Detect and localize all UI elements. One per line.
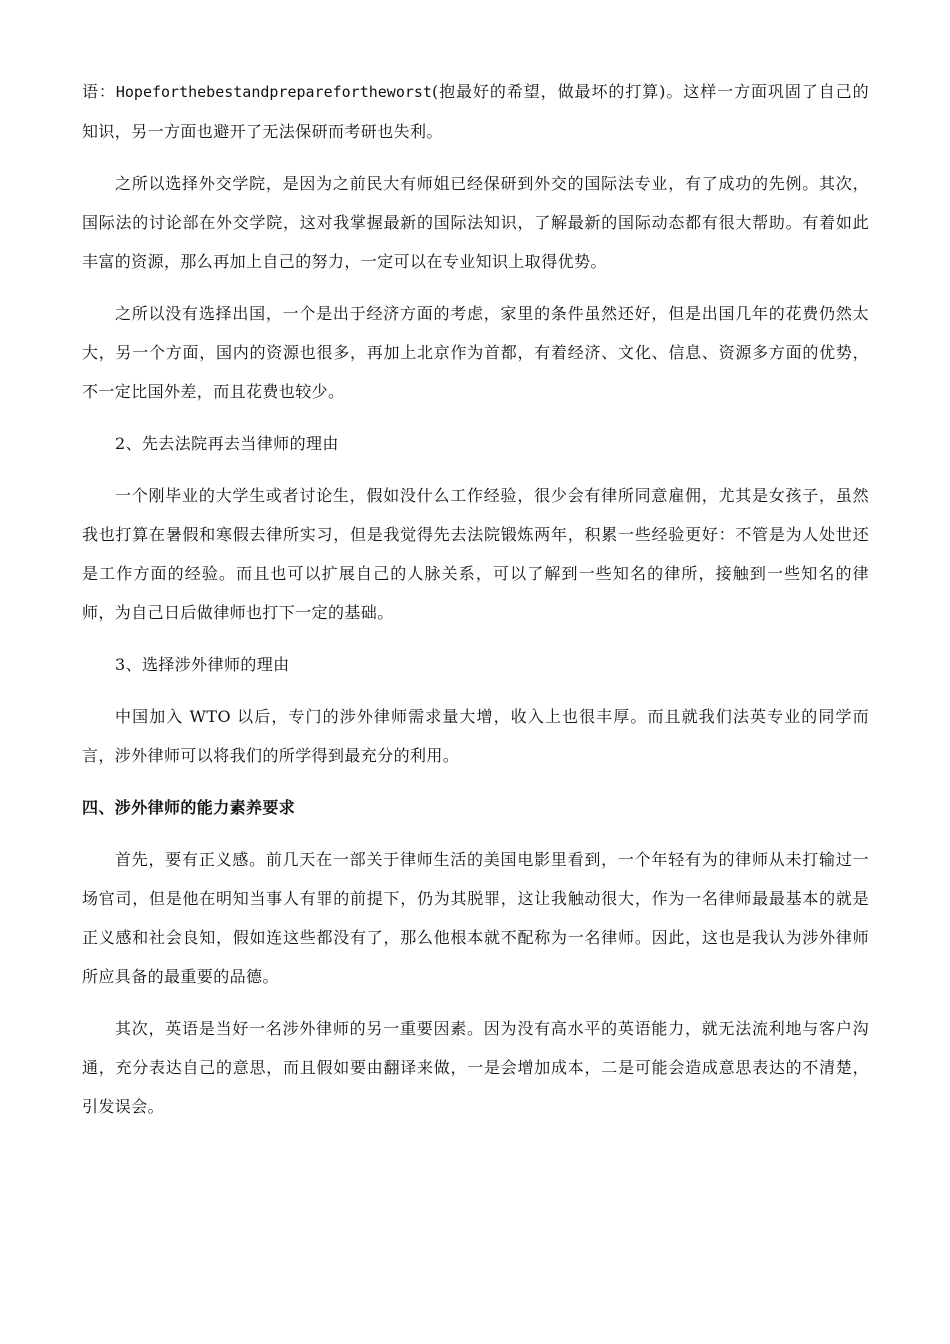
paragraph-motto: [82, 72, 869, 151]
paragraph-court-experience: 一个刚毕业的大学生或者讨论生，假如没什么工作经验，很少会有律所同意雇佣，尤其是女孩子，虽然我也打算在暑假和寒假去律所实习，但是我觉得先去法院锻炼两年，积累一些经验更好：不管是为人处世还是工作方面的经验。而且也可以扩展自己的人脉关系，可以了解到一些知名的律所，接触到一些知名的律师，为自己日后做律师也打下一定的基础。: [82, 486, 869, 622]
document-page: [82, 72, 869, 1139]
section-heading-4: 四、涉外律师的能力素养要求: [82, 798, 296, 817]
paragraph-wto: 中国加入 WTO 以后，专门的涉外律师需求量大增，收入上也很丰厚。而且就我们法英专业的同学而言，涉外律师可以将我们的所学得到最充分的利用。: [82, 707, 869, 765]
subheading-court-first: 2、先去法院再去当律师的理由: [115, 434, 339, 453]
motto-prefix: 语：: [82, 82, 116, 101]
paragraph-diplomatic-college: 之所以选择外交学院，是因为之前民大有师姐已经保研到外交的国际法专业，有了成功的先例。其次，国际法的讨论部在外交学院，这对我掌握最新的国际法知识，了解最新的国际动态都有很大帮助。有着如此丰富的资源，那么再加上自己的努力，一定可以在专业知识上取得优势。: [82, 174, 869, 271]
paragraph-not-abroad: 之所以没有选择出国，一个是出于经济方面的考虑，家里的条件虽然还好，但是出国几年的花费仍然太大，另一个方面，国内的资源也很多，再加上北京作为首都，有着经济、文化、信息、资源多方面的优势，不一定比国外差，而且花费也较少。: [82, 304, 869, 401]
subheading-foreign-lawyer: 3、选择涉外律师的理由: [115, 655, 290, 674]
motto-english: Hopeforthebestandpreparefortheworst: [115, 83, 432, 101]
paragraph-english: 其次，英语是当好一名涉外律师的另一重要因素。因为没有高水平的英语能力，就无法流利地与客户沟通，充分表达自己的意思，而且假如要由翻译来做，一是会增加成本，二是可能会造成意思表达的不清楚，引发误会。: [82, 1019, 869, 1116]
motto-suffix: (抱最好的希望，做最坏的打算)。这样一方面巩固了自己的知识，另一方面也避开了无法保研而考研也失利。: [82, 82, 869, 141]
paragraph-justice: 首先，要有正义感。前几天在一部关于律师生活的美国电影里看到，一个年轻有为的律师从未打输过一场官司，但是他在明知当事人有罪的前提下，仍为其脱罪，这让我触动很大，作为一名律师最最基本的就是正义感和社会良知，假如连这些都没有了，那么他根本就不配称为一名律师。因此，这也是我认为涉外律师所应具备的最重要的品德。: [82, 850, 869, 986]
